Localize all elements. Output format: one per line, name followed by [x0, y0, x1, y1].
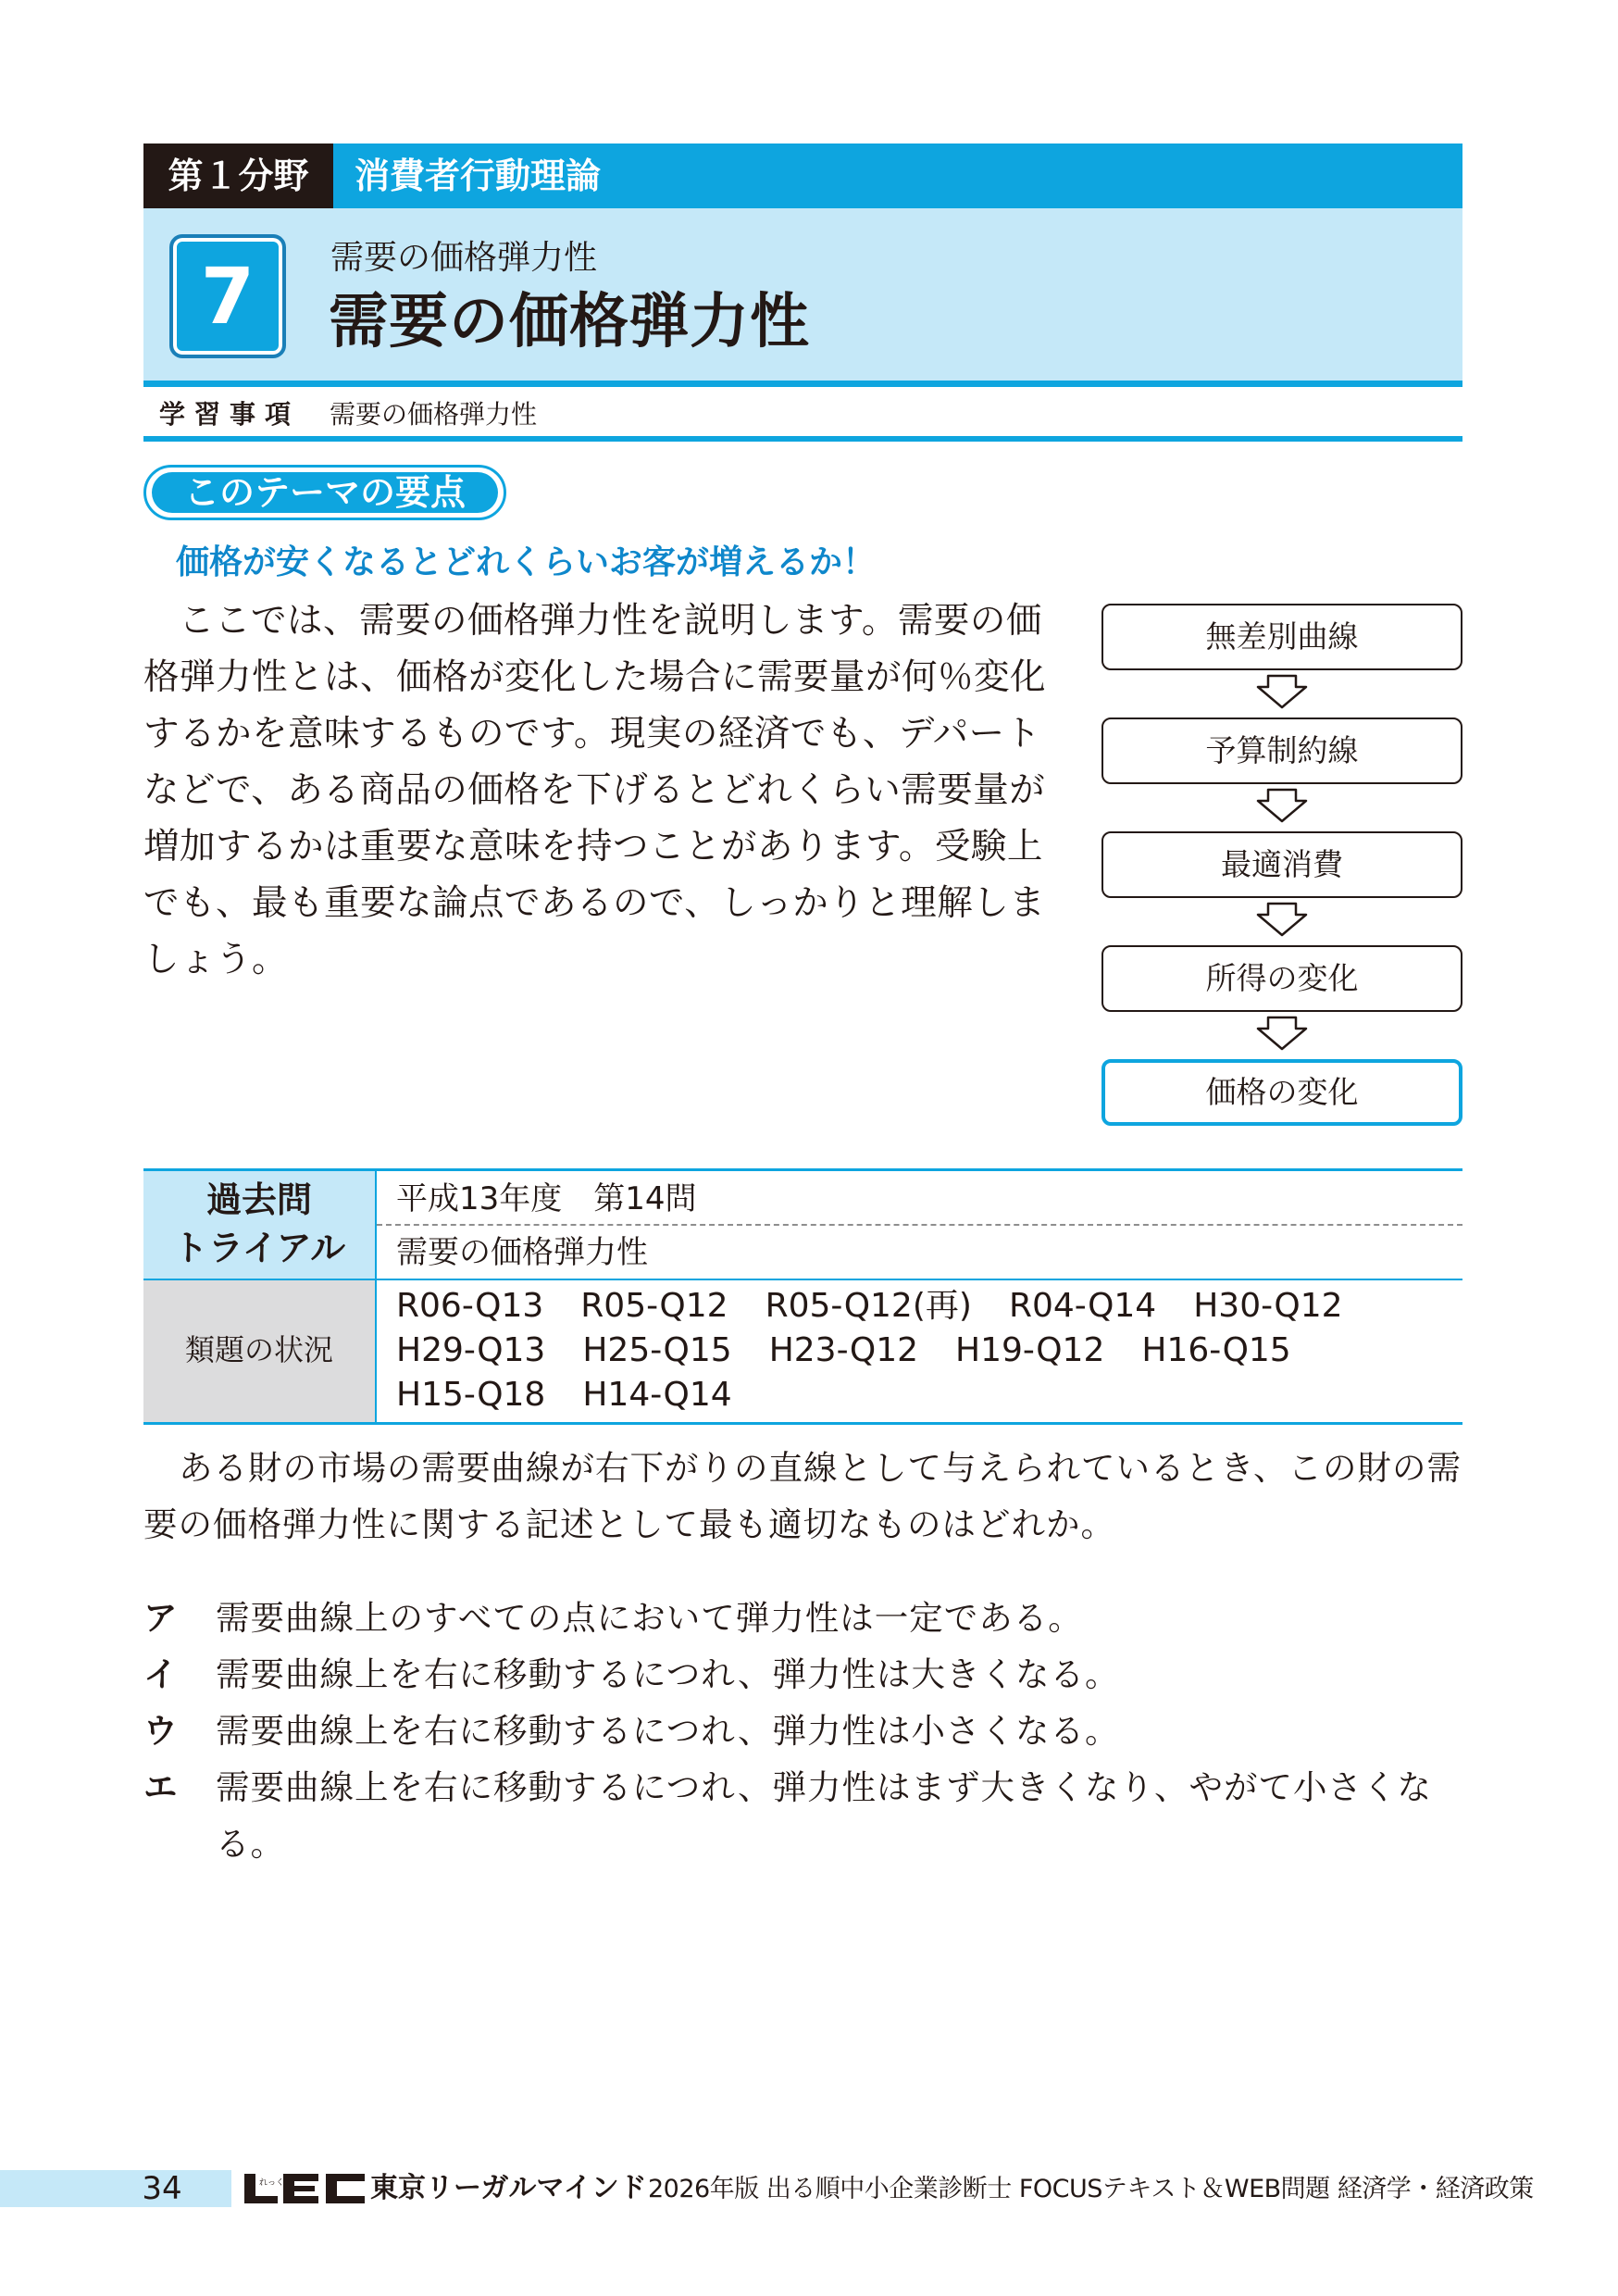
study-items-value: 需要の価格弾力性 — [330, 399, 538, 430]
choice-text: 需要曲線上を右に移動するにつれ、弾力性は大きくなる。 — [216, 1654, 1120, 1694]
choice-i — [143, 1646, 1462, 1703]
similar-question-code: H19-Q12 — [955, 1331, 1105, 1369]
similar-question-code: R05-Q12(再) — [765, 1287, 972, 1325]
similar-question-code: H15-Q18 — [396, 1376, 546, 1414]
similar-question-code: H14-Q14 — [582, 1376, 732, 1414]
flow-arrow-down-icon — [1254, 902, 1310, 937]
table-bottom-border — [143, 1422, 1462, 1425]
similar-question-code: R05-Q12 — [580, 1287, 728, 1325]
similar-question-code: H23-Q12 — [768, 1331, 919, 1369]
flow-step-optimal-consumption: 最適消費 — [1101, 831, 1462, 898]
logo-ruby: れっく — [259, 2178, 285, 2188]
field-topic: 消費者行動理論 — [355, 156, 602, 196]
choice-key: イ — [143, 1654, 178, 1694]
flow-step-income-change: 所得の変化 — [1101, 945, 1462, 1012]
choice-text: 需要曲線上のすべての点において弾力性は一定である。 — [216, 1598, 1083, 1638]
intro-paragraph: ここでは、需要の価格弾力性を説明します。需要の価格弾力性とは、価格が変化した場合に需要量が何％変化するかを意味するものです。現実の経済でも、デパートなどで、ある商品の価格を下げるとどれくらい需要量が増加するかは重要な意味を持つことがあります。受験上でも、最も重要な論点であるので、しっかりと理解しましょう。 — [143, 600, 1047, 980]
company-name: 東京リーガルマインド — [370, 2172, 647, 2204]
field-label: 第１分野 — [143, 144, 333, 208]
choice-key: ウ — [143, 1711, 178, 1751]
theme-label: このテーマの要点 — [152, 472, 498, 513]
flow-arrow-down-icon — [1254, 1016, 1310, 1051]
table-top-border — [143, 1168, 1462, 1171]
key-point-heading: 価格が安くなるとどれくらいお客が増えるか！ — [176, 543, 877, 581]
page-title: 需要の価格弾力性 — [329, 288, 810, 356]
footer-page-bar — [0, 2170, 231, 2207]
question-text: ある財の市場の需要曲線が右下がりの直線として与えられているとき、この財の需要の価格弾力性に関する記述として最も適切なものはどれか。 — [143, 1448, 1462, 1544]
header-bar — [143, 144, 1462, 208]
similar-questions-list — [396, 1284, 1451, 1417]
choice-key: エ — [143, 1767, 178, 1807]
choice-key: ア — [143, 1598, 178, 1638]
section-number-badge: 7 — [169, 234, 286, 358]
study-divider — [143, 436, 1462, 442]
flow-step-budget-line: 予算制約線 — [1101, 718, 1462, 784]
choice-text: 需要曲線上を右に移動するにつれ、弾力性は小さくなる。 — [216, 1711, 1120, 1751]
similar-question-code: R04-Q14 — [1008, 1287, 1157, 1325]
page-number: 34 — [142, 2170, 182, 2207]
past-exam-topic: 需要の価格弾力性 — [396, 1234, 648, 1271]
flow-arrow-down-icon — [1254, 674, 1310, 709]
study-items-label: 学習事項 — [159, 399, 301, 430]
lec-logo-icon — [241, 2170, 370, 2207]
flow-step-indifference-curve: 無差別曲線 — [1101, 604, 1462, 670]
similar-question-code: R06-Q13 — [396, 1287, 544, 1325]
choice-e — [143, 1759, 1462, 1872]
similar-questions-label: 類題の状況 — [184, 1332, 333, 1367]
book-title: 2026年版 出る順中小企業診断士 FOCUSテキスト＆WEB問題 経済学・経済政策 — [648, 2175, 1534, 2203]
question-stem — [143, 1440, 1462, 1553]
choice-u — [143, 1703, 1462, 1759]
similar-question-code: H16-Q15 — [1141, 1331, 1291, 1369]
similar-question-code: H30-Q12 — [1193, 1287, 1343, 1325]
choice-text: 需要曲線上を右に移動するにつれ、弾力性はまず大きくなり、やがて小さくなる。 — [216, 1767, 1432, 1864]
similar-question-code: H29-Q13 — [396, 1331, 546, 1369]
trial-label-text: 過去問 トライアル — [172, 1179, 346, 1268]
logo-text: LEC — [241, 2170, 243, 2171]
title-divider — [143, 381, 1462, 387]
intro-text — [143, 593, 1046, 988]
past-exam-trial-label — [143, 1176, 375, 1272]
similar-question-code: H25-Q15 — [582, 1331, 732, 1369]
past-exam-year: 平成13年度 第14問 — [396, 1180, 697, 1217]
choice-a — [143, 1590, 1462, 1646]
flow-step-price-change-current: 価格の変化 — [1101, 1059, 1462, 1126]
section-subtitle: 需要の価格弾力性 — [330, 239, 598, 277]
flow-arrow-down-icon — [1254, 788, 1310, 823]
table-column-divider — [375, 1171, 377, 1422]
